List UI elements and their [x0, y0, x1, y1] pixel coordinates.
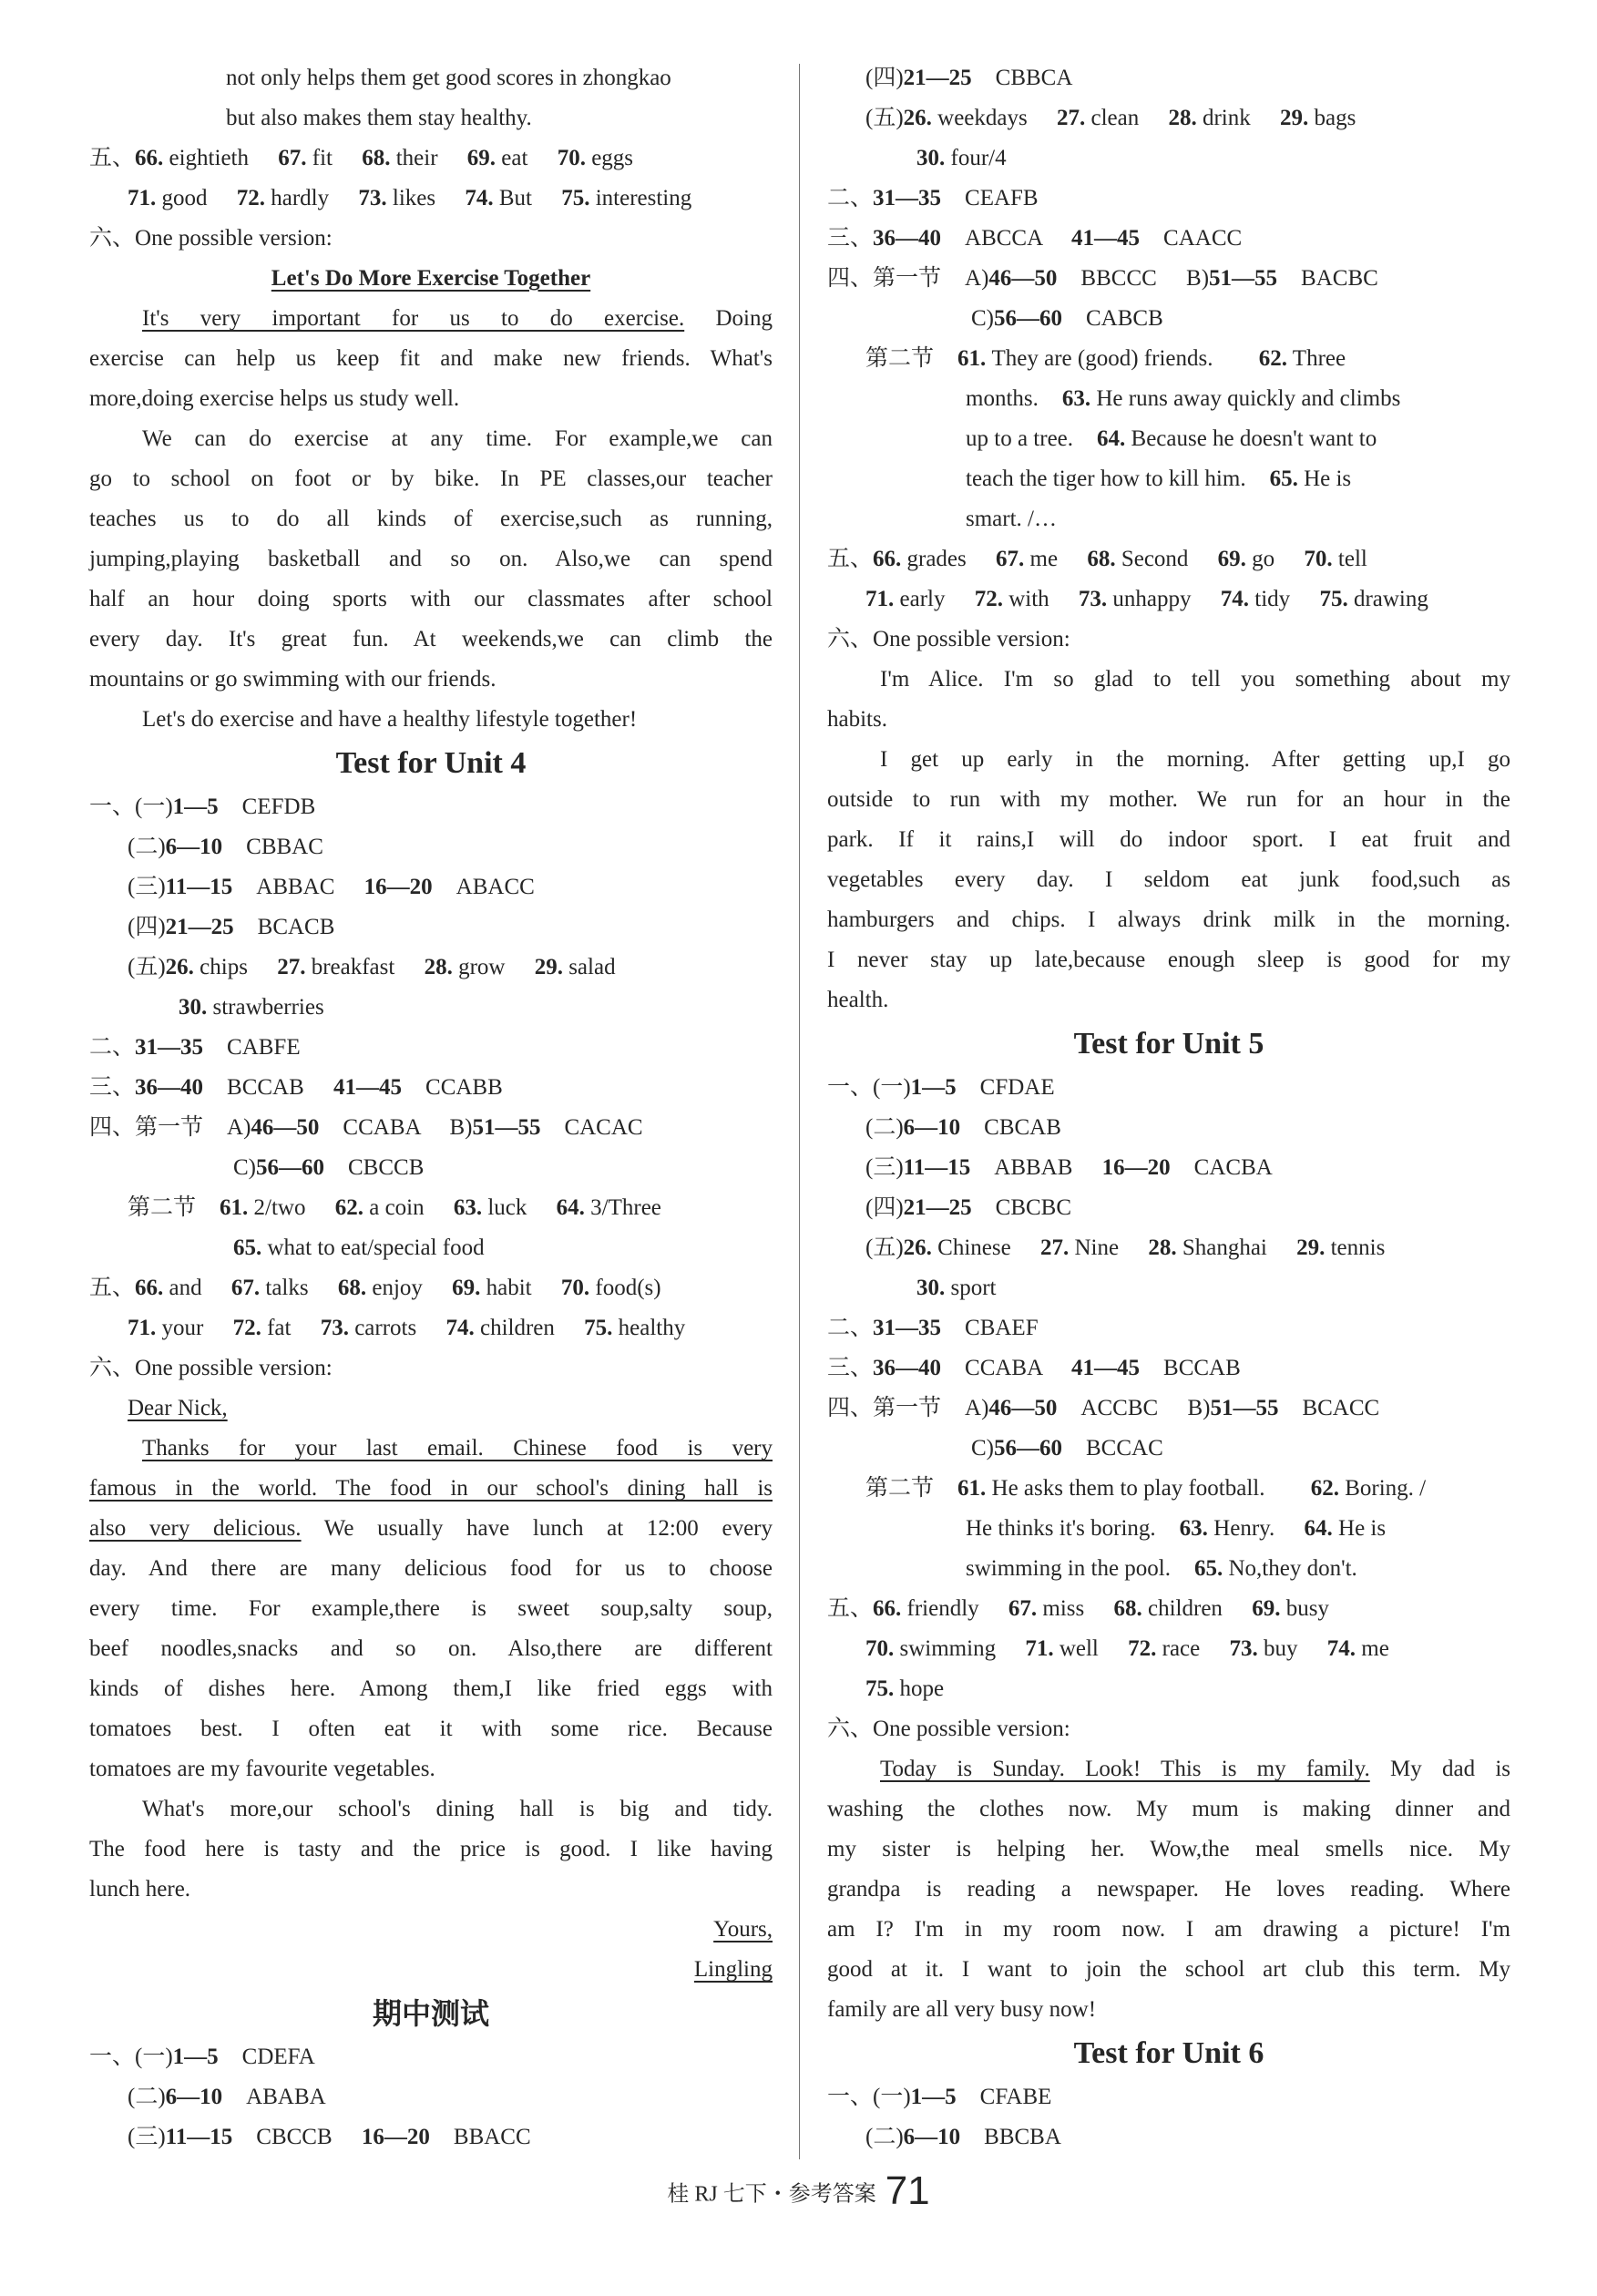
answer-row: C)56—60 BCCAC [971, 1436, 1163, 1461]
answer-row: 71. good 72. hardly 73. likes 74. But 75. interesting [128, 186, 692, 210]
answer-row: 三、36—40 ABCCA 41—45 CAACC [827, 226, 1243, 251]
answer-row: 71. early 72. with 73. unhappy 74. tidy 75. drawing [865, 587, 1428, 611]
answer-row: He thinks it's boring. 63. Henry. 64. He is [966, 1516, 1387, 1541]
answer-row: swimming in the pool. 65. No,they don't. [966, 1556, 1357, 1581]
essay-line: The food here is tasty and the price is good. I like having [89, 1837, 773, 1861]
answer-row: 一、(一)1—5 CDEFA [89, 2045, 315, 2069]
letter-greeting: Dear Nick, [128, 1396, 228, 1420]
answer-row: 一、(一)1—5 CEFDB [89, 794, 316, 819]
answer-row: smart. /… [966, 507, 1057, 531]
essay-line: I get up early in the morning. After getting up,I go [880, 747, 1510, 772]
footer-label: 桂 RJ 七下・参考答案 [667, 2182, 876, 2207]
essay-line: What's more,our school's dining hall is big and tidy. [142, 1797, 773, 1821]
answer-row: 30. sport [916, 1276, 997, 1300]
essay-line: beef noodles,snacks and so on. Also,there are different [89, 1636, 773, 1661]
essay-line: Let's do exercise and have a healthy lifestyle together! [142, 707, 638, 732]
answer-row: 75. hope [865, 1676, 945, 1701]
text-line: but also makes them stay healthy. [226, 106, 532, 130]
section-title: 期中测试 [372, 1996, 489, 2031]
answer-row: (四)21—25 CBCBC [865, 1195, 1072, 1220]
answer-row: up to a tree. 64. Because he doesn't want to [966, 426, 1377, 451]
answer-row: months. 63. He runs away quickly and climbs [966, 386, 1401, 411]
answer-row: (五)26. weekdays 27. clean 28. drink 29. bags [865, 106, 1356, 130]
answer-row: 四、第一节 A)46—50 CCABA B)51—55 CACAC [89, 1115, 643, 1140]
answer-row: 六、One possible version: [89, 1356, 333, 1380]
answer-row: 五、66. and 67. talks 68. enjoy 69. habit 70. food(s) [89, 1276, 661, 1300]
essay-line: It's very important for us to do exercise. Doing [142, 306, 773, 331]
essay-line: mountains or go swimming with our friends. [89, 667, 497, 692]
right-column [827, 58, 1510, 2158]
essay-line: hamburgers and chips. I always drink milk in the morning. [827, 907, 1510, 932]
answer-row: 一、(一)1—5 CFDAE [827, 1075, 1055, 1100]
essay-line: tomatoes are my favourite vegetables. [89, 1757, 435, 1781]
essay-line: vegetables every day. I seldom eat junk food,such as [827, 867, 1510, 892]
page-number: 71 [885, 2168, 930, 2213]
essay-line: I never stay up late,because enough sleep is good for my [827, 948, 1510, 972]
essay-line: park. If it rains,I will do indoor sport. I eat fruit and [827, 827, 1510, 852]
text-line: not only helps them get good scores in zhongkao [226, 66, 671, 90]
essay-line: tomatoes best. I often eat it with some rice. Because [89, 1717, 773, 1741]
essay-line: We can do exercise at any time. For example,we can [142, 426, 773, 451]
essay-line: grandpa is reading a newspaper. He loves reading. Where [827, 1877, 1510, 1901]
essay-line: exercise can help us keep fit and make new friends. What's [89, 346, 773, 371]
answer-row: 二、31—35 CABFE [89, 1035, 301, 1060]
essay-line: family are all very busy now! [827, 1997, 1097, 2022]
essay-line: also very delicious. We usually have lunch at 12:00 every [89, 1516, 773, 1541]
answer-row: (二)6—10 CBCAB [865, 1115, 1061, 1140]
answer-row: C)56—60 CBCCB [233, 1155, 425, 1180]
essay-line: lunch here. [89, 1877, 191, 1901]
answer-row: 五、66. eightieth 67. fit 68. their 69. eat 70. eggs [89, 146, 634, 170]
answer-row: 一、(一)1—5 CFABE [827, 2085, 1052, 2109]
answer-row: (二)6—10 CBBAC [128, 835, 323, 859]
letter-signature: Lingling [693, 1957, 773, 1982]
answer-row: 三、36—40 BCCAB 41—45 CCABB [89, 1075, 503, 1100]
answer-row: 71. your 72. fat 73. carrots 74. children 75. healthy [128, 1316, 686, 1340]
answer-row: teach the tiger how to kill him. 65. He is [966, 466, 1352, 491]
answer-row: (三)11—15 ABBAB 16—20 CACBA [865, 1155, 1273, 1180]
answer-row: 二、31—35 CBAEF [827, 1316, 1039, 1340]
essay-line: kinds of dishes here. Among them,I like fried eggs with [89, 1676, 773, 1701]
section-title: Test for Unit 6 [1073, 2036, 1264, 2070]
essay-line: health. [827, 988, 889, 1012]
column-divider [799, 64, 800, 2159]
section-title: Test for Unit 4 [335, 746, 527, 780]
essay-line: habits. [827, 707, 887, 732]
answer-row: (二)6—10 BBCBA [865, 2125, 1061, 2149]
essay-line: Thanks for your last email. Chinese food is very [142, 1436, 773, 1461]
answer-row: 六、One possible version: [827, 1717, 1070, 1741]
page-footer [0, 2168, 1597, 2214]
essay-line: am I? I'm in my room now. I am drawing a picture! I'm [827, 1917, 1510, 1942]
letter-closing: Yours, [713, 1917, 773, 1942]
essay-line: jumping,playing basketball and so on. Also,we can spend [89, 547, 773, 571]
answer-row: 第二节 61. He asks them to play football. 62. Boring. / [865, 1476, 1427, 1501]
answer-row: C)56—60 CABCB [971, 306, 1163, 331]
answer-row: 30. strawberries [179, 995, 324, 1020]
answer-row: 30. four/4 [916, 146, 1007, 170]
answer-row: 三、36—40 CCABA 41—45 BCCAB [827, 1356, 1241, 1380]
essay-line: outside to run with my mother. We run for an hour in the [827, 787, 1510, 812]
answer-row: (二)6—10 ABABA [128, 2085, 326, 2109]
answer-row: (四)21—25 CBBCA [865, 66, 1073, 90]
essay-title: Let's Do More Exercise Together [271, 266, 591, 291]
answer-row: 五、66. grades 67. me 68. Second 69. go 70. tell [827, 547, 1367, 571]
essay-line: day. And there are many delicious food for us to choose [89, 1556, 773, 1581]
answer-row: (五)26. Chinese 27. Nine 28. Shanghai 29. tennis [865, 1235, 1386, 1260]
answer-row: 二、31—35 CEAFB [827, 186, 1039, 210]
answer-row: 第二节 61. They are (good) friends. 62. Three [865, 346, 1346, 371]
essay-line: washing the clothes now. My mum is making dinner and [827, 1797, 1510, 1821]
answer-row: 六、One possible version: [827, 627, 1070, 651]
answer-row: 四、第一节 A)46—50 ACCBC B)51—55 BCACC [827, 1396, 1380, 1420]
essay-line: go to school on foot or by bike. In PE classes,our teacher [89, 466, 773, 491]
essay-line: my sister is helping her. Wow,the meal smells nice. My [827, 1837, 1510, 1861]
essay-line: more,doing exercise helps us study well. [89, 386, 460, 411]
essay-line: good at it. I want to join the school art club this term. My [827, 1957, 1510, 1982]
section-title: Test for Unit 5 [1073, 1027, 1264, 1061]
essay-line: every time. For example,there is sweet soup,salty soup, [89, 1596, 773, 1621]
essay-line: half an hour doing sports with our classmates after school [89, 587, 773, 611]
answer-row: 五、66. friendly 67. miss 68. children 69. busy [827, 1596, 1329, 1621]
answer-row: 四、第一节 A)46—50 BBCCC B)51—55 BACBC [827, 266, 1378, 291]
essay-line: every day. It's great fun. At weekends,we can climb the [89, 627, 773, 651]
answer-row: (三)11—15 CBCCB 16—20 BBACC [128, 2125, 531, 2149]
essay-line: I'm Alice. I'm so glad to tell you something about my [880, 667, 1510, 692]
answer-row: 70. swimming 71. well 72. race 73. buy 74. me [865, 1636, 1389, 1661]
essay-line: teaches us to do all kinds of exercise,such as running, [89, 507, 773, 531]
answer-row: (五)26. chips 27. breakfast 28. grow 29. salad [128, 955, 616, 979]
answer-row: (三)11—15 ABBAC 16—20 ABACC [128, 875, 535, 899]
answer-row: (四)21—25 BCACB [128, 915, 335, 939]
left-column [89, 58, 773, 2158]
essay-line: Today is Sunday. Look! This is my family. My dad is [880, 1757, 1510, 1781]
answer-row: 65. what to eat/special food [233, 1235, 485, 1260]
essay-line: famous in the world. The food in our school's dining hall is [89, 1476, 773, 1501]
answer-row: 六、One possible version: [89, 226, 333, 251]
answer-row: 第二节 61. 2/two 62. a coin 63. luck 64. 3/Three [128, 1195, 661, 1220]
